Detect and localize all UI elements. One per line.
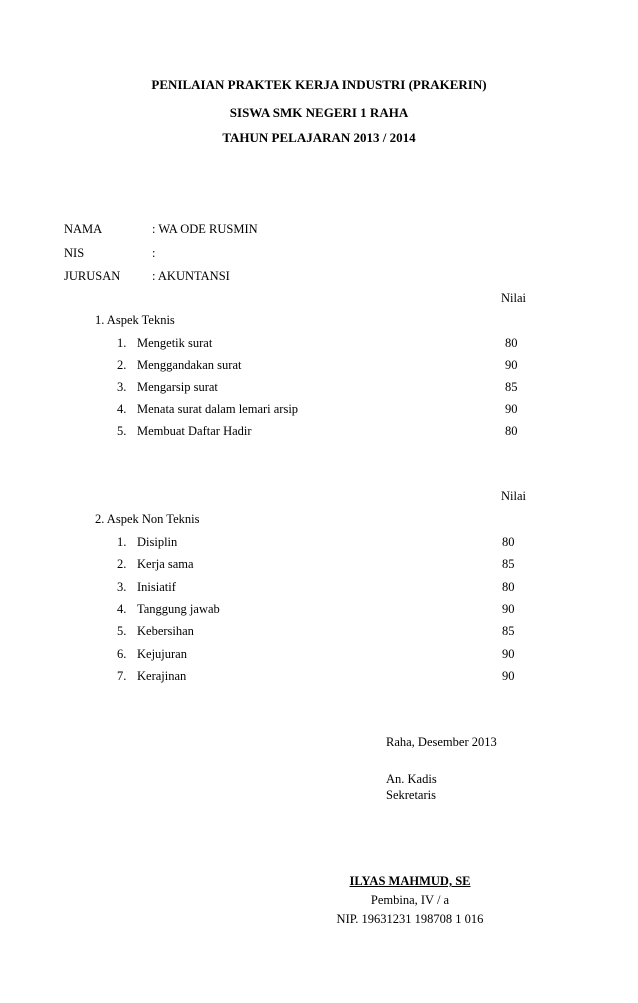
nontechnical-item-label: Kerja sama <box>137 557 194 572</box>
nontechnical-item-score: 90 <box>502 601 515 616</box>
technical-item-score: 90 <box>505 402 518 416</box>
major-value: : AKUNTANSI <box>152 269 230 283</box>
technical-item-label: Menata surat dalam lemari arsip <box>137 402 299 416</box>
name-value: : WA ODE RUSMIN <box>152 222 258 236</box>
nontechnical-item-number: 3. <box>117 579 127 594</box>
nontechnical-item-label: Kebersihan <box>137 624 194 639</box>
signatory-nip: NIP. 19631231 198708 1 016 <box>336 912 484 926</box>
technical-item-label: Membuat Daftar Hadir <box>137 424 252 438</box>
nis-value: : <box>152 246 156 260</box>
nontechnical-item-score: 80 <box>502 535 515 549</box>
nontechnical-item-number: 4. <box>117 601 127 616</box>
technical-item-label: Mengarsip surat <box>137 380 218 394</box>
nontechnical-score-header: Nilai <box>501 489 526 503</box>
nontechnical-item-number: 1. <box>117 535 127 549</box>
document-subtitle-year: TAHUN PELAJARAN 2013 / 2014 <box>222 130 416 145</box>
nontechnical-item-label: Inisiatif <box>137 579 176 594</box>
nontechnical-item-label: Kejujuran <box>137 646 187 661</box>
nontechnical-item-score: 90 <box>502 646 515 661</box>
technical-item-score: 80 <box>505 424 518 438</box>
signatory-name: ILYAS MAHMUD, SE <box>349 874 471 888</box>
major-label: JURUSAN <box>64 269 121 283</box>
nontechnical-item-number: 6. <box>117 646 127 661</box>
nis-label: NIS <box>64 246 85 260</box>
signatory-rank: Pembina, IV / a <box>370 893 450 907</box>
technical-item-score: 80 <box>505 336 518 350</box>
nontechnical-item-score: 85 <box>502 624 515 639</box>
technical-item-number: 3. <box>117 380 127 394</box>
technical-item-number: 1. <box>117 336 127 350</box>
nontechnical-item-label: Tanggung jawab <box>137 601 220 616</box>
name-label: NAMA <box>64 222 103 236</box>
technical-item-score: 90 <box>505 358 518 372</box>
place-date: Raha, Desember 2013 <box>386 735 497 749</box>
technical-item-number: 5. <box>117 424 127 438</box>
technical-item-label: Mengetik surat <box>137 336 213 350</box>
position-label: Sekretaris <box>386 788 436 802</box>
document-title: PENILAIAN PRAKTEK KERJA INDUSTRI (PRAKERIN) <box>151 77 487 92</box>
nontechnical-item-label: Disiplin <box>137 535 178 549</box>
nontechnical-item-label: Kerajinan <box>137 668 187 683</box>
nontechnical-item-number: 7. <box>117 668 127 683</box>
technical-item-number: 4. <box>117 402 127 416</box>
technical-item-number: 2. <box>117 358 127 372</box>
nontechnical-item-score: 90 <box>502 668 515 683</box>
nontechnical-item-number: 2. <box>117 557 127 572</box>
nontechnical-item-score: 80 <box>502 579 515 594</box>
document-subtitle-school: SISWA SMK NEGERI 1 RAHA <box>229 105 409 120</box>
technical-heading: 1. Aspek Teknis <box>95 313 175 327</box>
on-behalf-label: An. Kadis <box>386 772 437 786</box>
nontechnical-item-score: 85 <box>502 557 515 572</box>
technical-item-score: 85 <box>505 380 518 394</box>
nontechnical-item-number: 5. <box>117 624 127 639</box>
technical-item-label: Menggandakan surat <box>137 358 242 372</box>
nontechnical-heading: 2. Aspek Non Teknis <box>95 512 200 526</box>
technical-score-header: Nilai <box>501 291 526 305</box>
